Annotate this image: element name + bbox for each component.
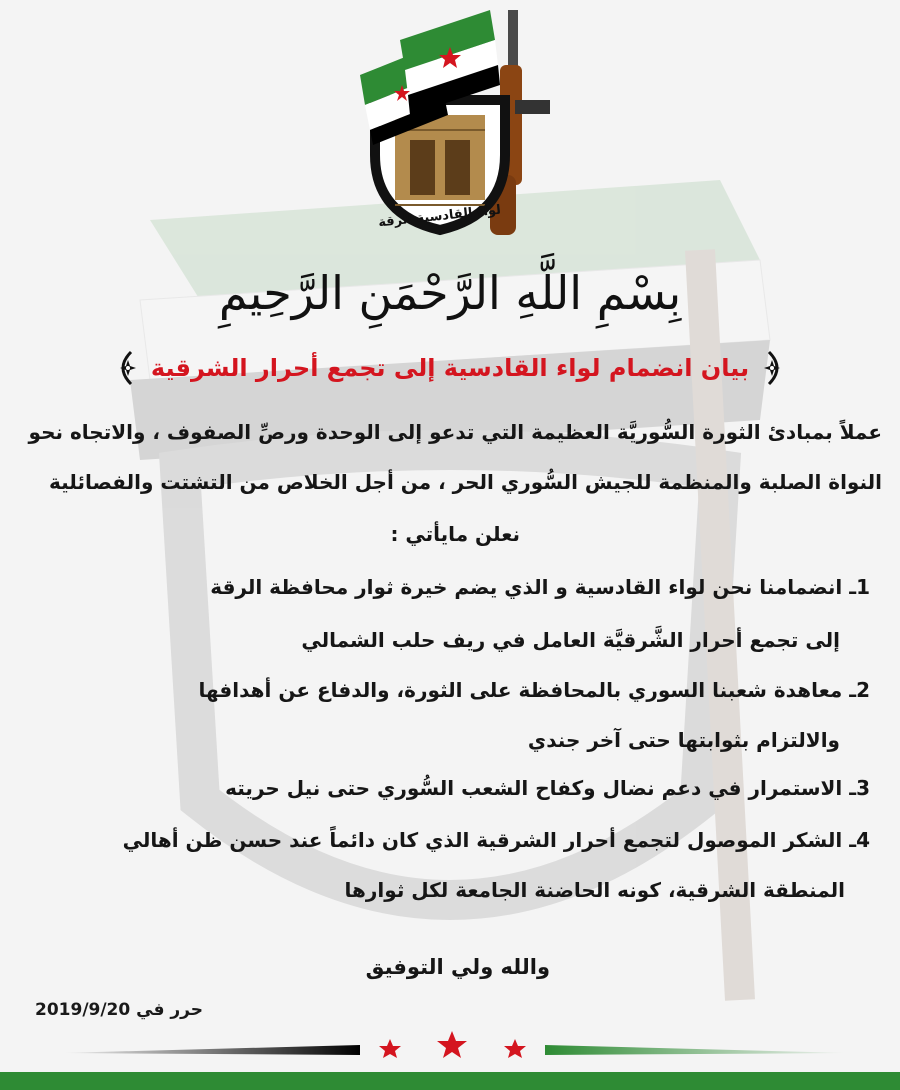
title-row xyxy=(0,348,900,388)
footer-green-bar xyxy=(0,1072,900,1090)
footer-decoration xyxy=(0,1025,900,1070)
item-2-line-2: والالتزام بثوابتها حتى آخر جندي xyxy=(527,728,840,752)
closing-text: والله ولي التوفيق xyxy=(365,955,550,979)
intro-line-1: عملاً بمبادئ الثورة السُّوريَّة العظيمة التي تدعو إلى الوحدة ورصِّ الصفوف ، والاتجاه نحو xyxy=(28,420,882,444)
red-star-icon xyxy=(379,1031,526,1058)
logo-caption: لواء القادسية الرقة xyxy=(377,202,502,231)
date-line xyxy=(35,1000,203,1020)
date-value: 2019/9/20 xyxy=(35,1000,131,1020)
ornament-right-icon xyxy=(759,350,789,386)
ornament-left-icon xyxy=(111,350,141,386)
item-1-line-2: إلى تجمع أحرار الشَّرقيَّة العامل في ريف حلب الشمالي xyxy=(301,628,840,652)
page-title: بيان انضمام لواء القادسية إلى تجمع أحرار الشرقية xyxy=(150,354,750,382)
item-1-line-1: 1ـ انضمامنا نحن لواء القادسية و الذي يضم خيرة ثوار محافظة الرقة xyxy=(210,575,870,599)
intro-line-2: النواة الصلبة والمنظمة للجيش السُّوري الحر ، من أجل الخلاص من التشتت والفصائلية xyxy=(49,470,882,494)
liwa-qadisiya-logo xyxy=(340,5,560,245)
date-label: حرر في xyxy=(136,1000,204,1020)
item-3-line-1: 3ـ الاستمرار في دعم نضال وكفاح الشعب السُّوري حتى نيل حريته xyxy=(225,776,870,800)
intro-line-3: نعلن مايأتي : xyxy=(390,522,520,546)
item-2-line-1: 2ـ معاهدة شعبنا السوري بالمحافظة على الثورة، والدفاع عن أهدافها xyxy=(198,678,870,702)
item-4-line-2: المنطقة الشرقية، كونه الحاضنة الجامعة لكل ثوارها xyxy=(344,878,845,902)
item-4-line-1: 4ـ الشكر الموصول لتجمع أحرار الشرقية الذي كان دائماً عند حسن ظن أهالي xyxy=(122,828,870,852)
basmala: بِسْمِ اللَّهِ الرَّحْمَنِ الرَّحِيمِ xyxy=(218,266,682,320)
